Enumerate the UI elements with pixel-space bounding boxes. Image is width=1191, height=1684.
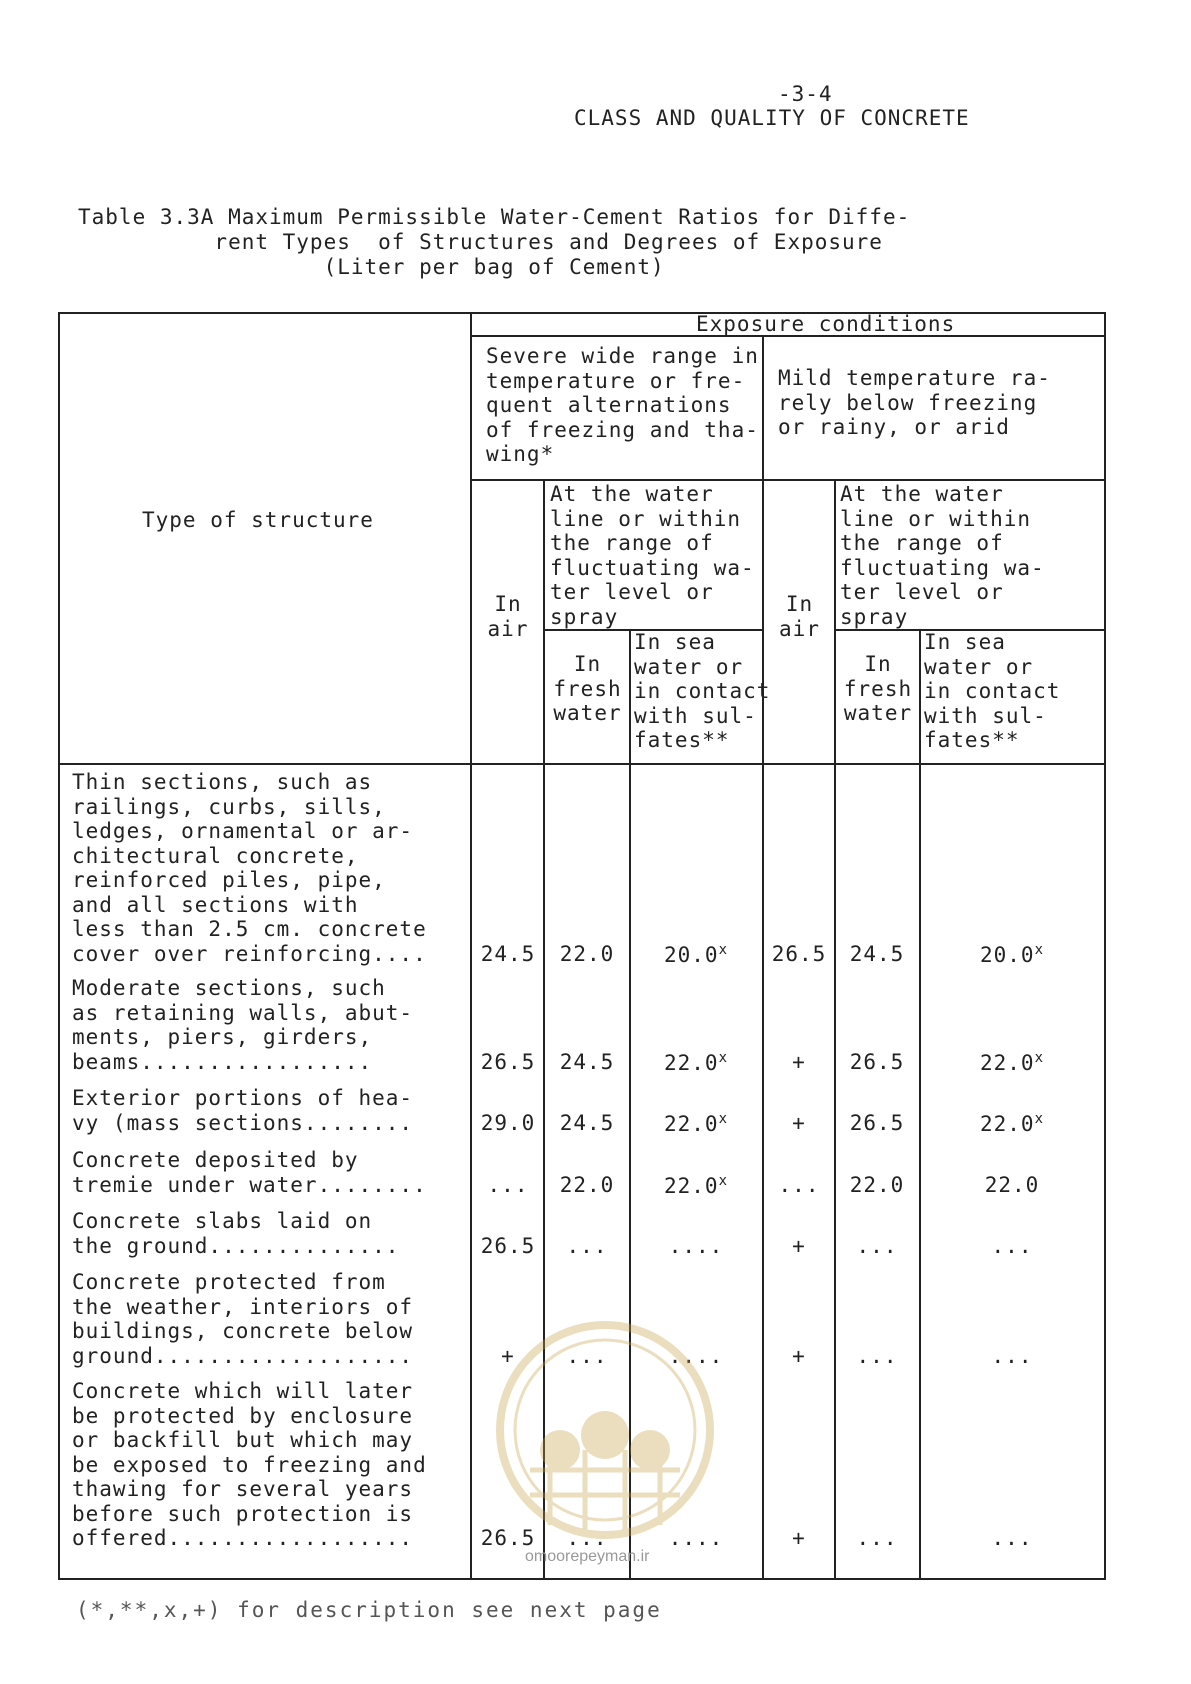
severe-in-air-header: In air [487, 592, 529, 641]
ratio-value-cell [967, 1344, 1057, 1368]
ratio-value: ... [856, 1526, 898, 1550]
caption-line-3: (Liter per bag of Cement) [78, 255, 665, 279]
ratio-value-cell [967, 1111, 1057, 1136]
ratio-value-cell [463, 1234, 553, 1258]
row-header-type-of-structure: Type of structure [142, 508, 374, 532]
ratio-value: 24.5 [849, 941, 905, 966]
ratio-value-cell [967, 1234, 1057, 1258]
ratio-value-cell [651, 942, 741, 967]
ratio-value: ... [487, 1172, 529, 1197]
ratio-value: 22.0 [663, 1173, 719, 1198]
ratio-value-cell [651, 1050, 741, 1075]
ratio-value: + [792, 1233, 806, 1258]
severe-sea-water-header: In sea water or in contact with sul- fates** [634, 630, 771, 752]
ratio-value-cell [832, 1173, 922, 1197]
ratio-value: 26.5 [849, 1110, 905, 1135]
ratio-value: ... [991, 1233, 1033, 1258]
ratio-value-cell [542, 1111, 632, 1135]
structure-type-cell: Concrete which will later be protected by enclosure or backfill but which may be exposed to freezing and thawing for several years before such protection is offered.................. [72, 1379, 427, 1550]
ratio-value: ... [856, 1343, 898, 1368]
footnote-mark: x [718, 1049, 728, 1066]
ratio-value: 26.5 [849, 1049, 905, 1074]
severe-fresh-water-header: In fresh water [553, 652, 622, 725]
ratio-value-cell [651, 1111, 741, 1136]
ratio-value: 29.0 [480, 1110, 536, 1135]
ratio-value: .... [668, 1233, 724, 1258]
ratio-value: ... [856, 1233, 898, 1258]
ratio-value: 22.0 [979, 1050, 1035, 1075]
ratio-value: ... [566, 1343, 608, 1368]
ratio-value: ... [566, 1233, 608, 1258]
ratio-value: 24.5 [559, 1049, 615, 1074]
structure-type-cell: Thin sections, such as railings, curbs, sills, ledges, ornamental or ar- chitectural concrete, reinforced piles, pipe, and all sections with less than 2.5 cm. concrete cover over reinforcing.... [72, 770, 427, 966]
ratio-value-cell [754, 1173, 844, 1197]
page-number: -3-4 [778, 82, 833, 106]
watermark-logo-icon [490, 1300, 720, 1580]
ratio-value: 24.5 [559, 1110, 615, 1135]
ratio-value: 22.0 [849, 1172, 905, 1197]
ratio-value: ... [991, 1343, 1033, 1368]
ratio-value-cell [463, 1173, 553, 1197]
ratio-value: ... [991, 1526, 1033, 1550]
footnote-mark: x [1034, 1110, 1044, 1127]
mild-waterline-header: At the water line or within the range of fluctuating wa- ter level or spray [840, 482, 1045, 629]
ratio-value: + [792, 1049, 806, 1074]
ratio-value: 22.0 [559, 941, 615, 966]
footnote-mark: x [718, 941, 728, 958]
ratio-value: + [792, 1343, 806, 1368]
ratio-value: 20.0 [663, 942, 719, 967]
footnote: (*,**,x,+) for description see next page [76, 1598, 662, 1622]
caption-line-2: rent Types of Structures and Degrees of Exposure [78, 230, 883, 254]
structure-type-cell: Concrete protected from the weather, interiors of buildings, concrete below ground................... [72, 1270, 414, 1368]
ratio-value-cell [967, 1050, 1057, 1075]
ratio-value-cell [967, 1173, 1057, 1197]
ratio-value-cell [754, 942, 844, 966]
footnote-mark: x [718, 1172, 728, 1189]
ratio-value: .... [668, 1526, 724, 1550]
ratio-value: 22.0 [663, 1050, 719, 1075]
mild-exposure-header: Mild temperature ra- rely below freezing or rainy, or arid [778, 366, 1051, 439]
severe-exposure-header: Severe wide range in temperature or fre- quent alternations of freezing and tha- wing* [486, 344, 759, 466]
ratio-value: 26.5 [480, 1233, 536, 1258]
ratio-value: 22.0 [663, 1111, 719, 1136]
ratio-value: 22.0 [559, 1172, 615, 1197]
ratio-value-cell [754, 1344, 844, 1368]
ratio-value: + [792, 1526, 806, 1550]
ratio-value: 24.5 [480, 941, 536, 966]
structure-type-cell: Concrete deposited by tremie under water........ [72, 1148, 427, 1197]
caption-line-1: Table 3.3A Maximum Permissible Water-Cement Ratios for Diffe- [78, 205, 911, 229]
ratio-value: .... [668, 1343, 724, 1368]
ratio-value-cell [542, 1050, 632, 1074]
chapter-header: CLASS AND QUALITY OF CONCRETE [574, 106, 970, 130]
ratio-value-cell [651, 1234, 741, 1258]
ratio-value: + [792, 1110, 806, 1135]
structure-type-cell: Concrete slabs laid on the ground.............. [72, 1209, 400, 1258]
ratio-value-cell [754, 1526, 844, 1550]
ratio-value-cell [832, 1234, 922, 1258]
ratio-value-cell [967, 942, 1057, 967]
severe-waterline-header: At the water line or within the range of fluctuating wa- ter level or spray [550, 482, 755, 629]
structure-type-cell: Moderate sections, such as retaining walls, abut- ments, piers, girders, beams................. [72, 976, 414, 1074]
ratio-value-cell [463, 942, 553, 966]
ratio-value-cell [967, 1526, 1057, 1550]
ratio-value-cell [651, 1173, 741, 1198]
ratio-value: 22.0 [984, 1172, 1040, 1197]
table-caption [78, 205, 910, 280]
footnote-mark: x [1034, 941, 1044, 958]
ratio-value: ... [778, 1172, 820, 1197]
mild-fresh-water-header: In fresh water [843, 652, 913, 725]
ratio-value-cell [463, 1111, 553, 1135]
ratio-value-cell [832, 1526, 922, 1550]
ratio-value-cell [832, 1111, 922, 1135]
group-header-exposure-conditions: Exposure conditions [696, 312, 956, 336]
ratio-value-cell [542, 942, 632, 966]
watermark-text: omoorepeyman.ir [525, 1548, 650, 1565]
ratio-value-cell [542, 1234, 632, 1258]
mild-sea-water-header: In sea water or in contact with sul- fates** [924, 630, 1061, 752]
ratio-value: 20.0 [979, 942, 1035, 967]
ratio-value: + [501, 1343, 515, 1368]
mild-in-air-header: In air [779, 592, 820, 641]
ratio-value: 26.5 [480, 1526, 536, 1550]
ratio-value-cell [832, 1344, 922, 1368]
ratio-value-cell [832, 1050, 922, 1074]
footnote-mark: x [1034, 1049, 1044, 1066]
ratio-value: ... [566, 1526, 608, 1550]
ratio-value: 22.0 [979, 1111, 1035, 1136]
ratio-value-cell [754, 1050, 844, 1074]
structure-type-cell: Exterior portions of hea- vy (mass sections........ [72, 1086, 414, 1135]
ratio-value: 26.5 [480, 1049, 536, 1074]
ratio-value-cell [542, 1173, 632, 1197]
ratio-value-cell [832, 942, 922, 966]
ratio-value-cell [754, 1234, 844, 1258]
ratio-value-cell [463, 1050, 553, 1074]
ratio-value-cell [754, 1111, 844, 1135]
ratio-value: 26.5 [771, 941, 827, 966]
footnote-mark: x [718, 1110, 728, 1127]
